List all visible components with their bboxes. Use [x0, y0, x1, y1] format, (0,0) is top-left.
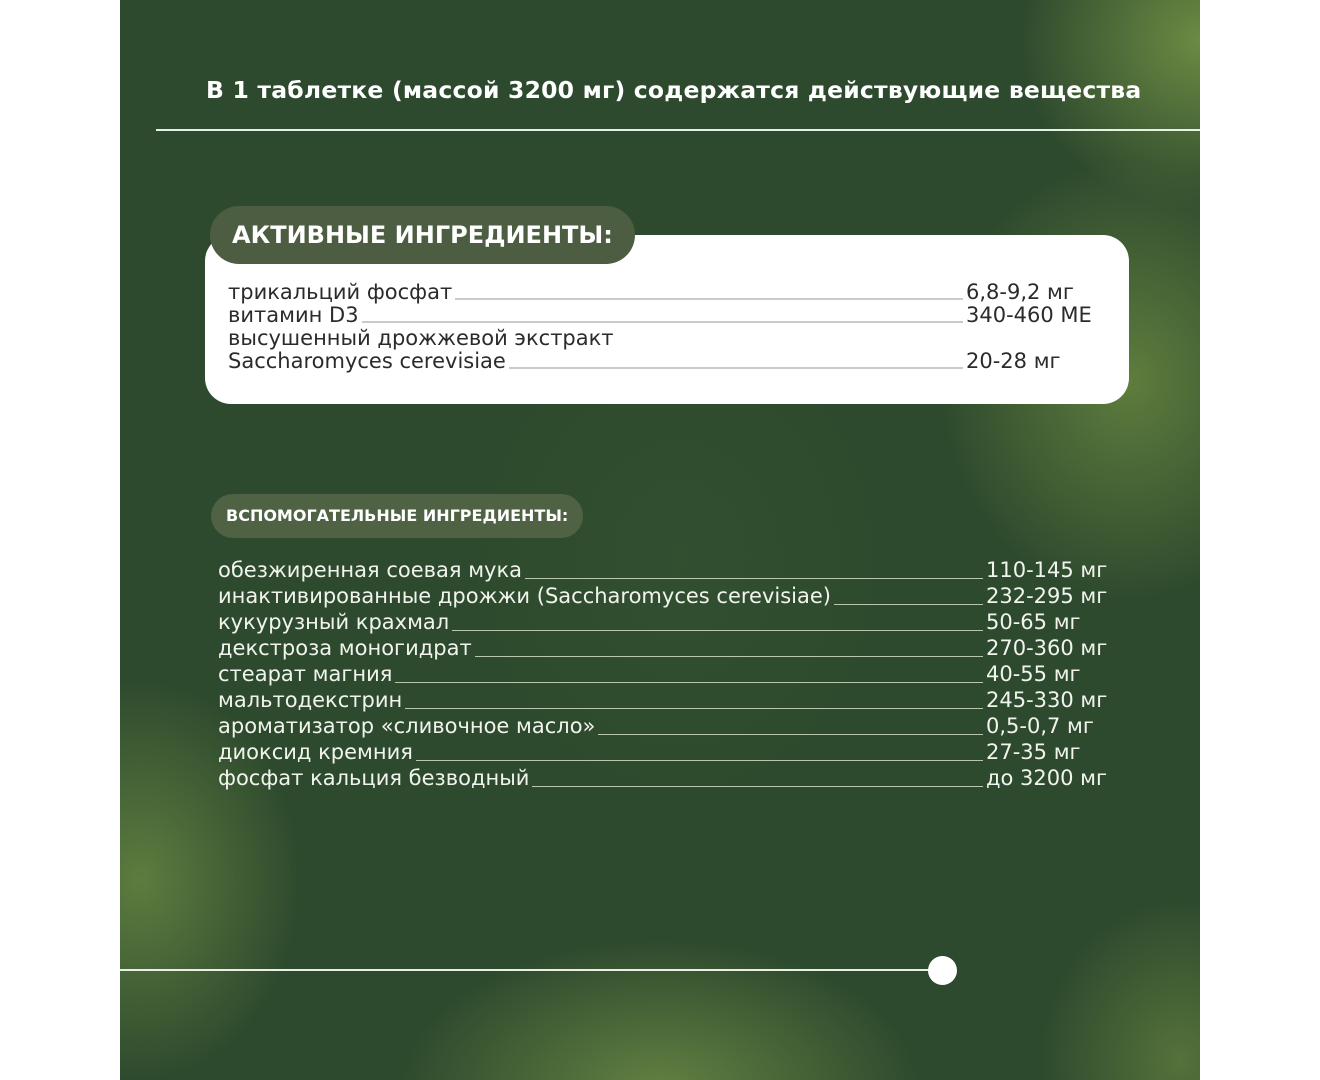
- leader-line: [532, 786, 983, 787]
- leader-line: [475, 656, 983, 657]
- ingredient-name: кукурузный крахмал: [218, 610, 450, 634]
- leader-line: [362, 321, 963, 323]
- ingredient-name: обезжиренная соевая мука: [218, 558, 523, 582]
- ingredient-name-line1: высушенный дрожжевой экстракт: [228, 326, 614, 350]
- bottom-divider: [120, 969, 932, 971]
- leader-line: [395, 682, 983, 683]
- aux-row: [218, 715, 1120, 738]
- ingredient-name: трикальций фосфат: [228, 280, 453, 304]
- ingredient-amount: 270-360 мг: [986, 636, 1108, 660]
- ingredient-name: ароматизатор «сливочное масло»: [218, 714, 596, 738]
- divider-dot: [928, 956, 957, 985]
- ingredient-name: диоксид кремния: [218, 740, 413, 764]
- leader-line: [598, 734, 983, 735]
- aux-row: [218, 559, 1120, 582]
- aux-row: [218, 637, 1120, 660]
- leader-line: [416, 760, 983, 761]
- aux-row: [218, 585, 1120, 608]
- ingredient-amount: 40-55 мг: [986, 662, 1081, 686]
- ingredient-name: Saccharomyces cerevisiae: [228, 349, 506, 373]
- composition-panel: [120, 0, 1200, 1080]
- leader-line: [405, 708, 983, 709]
- ingredient-amount: 340-460 МЕ: [966, 303, 1092, 327]
- auxiliary-ingredients-label: ВСПОМОГАТЕЛЬНЫЕ ИНГРЕДИЕНТЫ:: [211, 494, 583, 538]
- ingredient-amount: до 3200 мг: [986, 766, 1108, 790]
- ingredient-amount: 20-28 мг: [966, 349, 1061, 373]
- ingredient-name: стеарат магния: [218, 662, 393, 686]
- ingredient-name: инактивированные дрожжи (Saccharomyces cerevisiae): [218, 584, 831, 608]
- leader-line: [452, 630, 983, 631]
- active-ingredients-label: АКТИВНЫЕ ИНГРЕДИЕНТЫ:: [210, 206, 635, 264]
- ingredient-amount: 0,5-0,7 мг: [986, 714, 1094, 738]
- aux-row: [218, 689, 1120, 712]
- ingredient-name: витамин D3: [228, 303, 359, 327]
- active-row-tricalcium: [228, 281, 1112, 304]
- active-row-vitamin-d3: [228, 304, 1112, 327]
- ingredient-amount: 6,8-9,2 мг: [966, 280, 1074, 304]
- aux-row: [218, 741, 1120, 764]
- ingredient-name: мальтодекстрин: [218, 688, 403, 712]
- ingredient-amount: 232-295 мг: [986, 584, 1108, 608]
- leader-line: [834, 604, 983, 605]
- ingredient-amount: 110-145 мг: [986, 558, 1108, 582]
- ingredient-amount: 245-330 мг: [986, 688, 1108, 712]
- aux-row: [218, 611, 1120, 634]
- ingredient-amount: 50-65 мг: [986, 610, 1081, 634]
- aux-row: [218, 663, 1120, 686]
- top-divider: [156, 129, 1200, 131]
- leader-line: [525, 578, 983, 579]
- leader-line: [455, 298, 963, 300]
- ingredient-name: фосфат кальция безводный: [218, 766, 530, 790]
- active-row-yeast-extract: [228, 350, 1112, 373]
- ingredient-amount: 27-35 мг: [986, 740, 1081, 764]
- page-title: В 1 таблетке (массой 3200 мг) содержатся действующие вещества: [206, 76, 1142, 104]
- aux-row: [218, 767, 1120, 790]
- leader-line: [509, 367, 963, 369]
- ingredient-name: декстроза моногидрат: [218, 636, 472, 660]
